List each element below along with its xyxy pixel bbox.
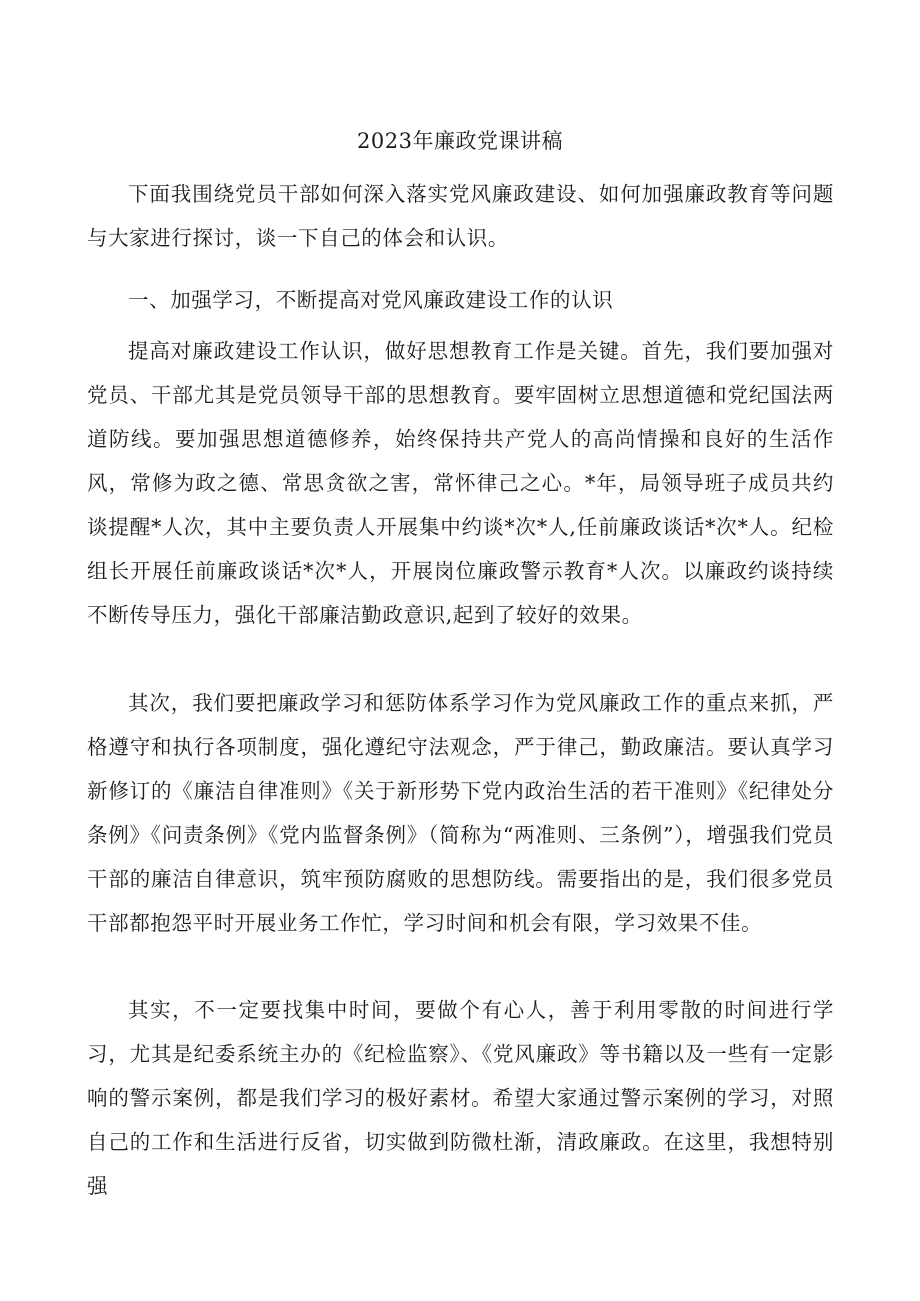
paragraph-study: 其次，我们要把廉政学习和惩防体系学习作为党风廉政工作的重点来抓，严格遵守和执行各项制度，强化遵纪守法观念，严于律己，勤政廉洁。要认真学习新修订的《廉洁自律准则》《关于新形势下党内政治生活的若干准则》《纪律处分条例》《问责条例》《党内监督条例》（简称为“两准则、三条例”），增强我们党员干部的廉洁自律意识，筑牢预防腐败的思想防线。需要指出的是，我们很多党员干部都抱怨平时开展业务工作忙，学习时间和机会有限，学习效果不佳。 [87, 691, 834, 935]
paragraph-materials: 其实，不一定要找集中时间，要做个有心人，善于利用零散的时间进行学习，尤其是纪委系统主办的《纪检监察》、《党风廉政》等书籍以及一些有一定影响的警示案例，都是我们学习的极好素材。希望大家通过警示案例的学习，对照自己的工作和生活进行反省，切实做到防微杜渐，清政廉政。在这里，我想特别强 [87, 998, 834, 1198]
section-heading-1: 一、加强学习，不断提高对党风廉政建设工作的认识 [128, 288, 614, 312]
paragraph-education: 提高对廉政建设工作认识，做好思想教育工作是关键。首先，我们要加强对党员、干部尤其是党员领导干部的思想教育。要牢固树立思想道德和党纪国法两道防线。要加强思想道德修养，始终保持共产党人的高尚情操和良好的生活作风，常修为政之德、常思贪欲之害，常怀律己之心。*年，局领导班子成员共约谈提醒*人次，其中主要负责人开展集中约谈*次*人,任前廉政谈话*次*人。纪检组长开展任前廉政谈话*次*人，开展岗位廉政警示教育*人次。以廉政约谈持续不断传导压力，强化干部廉洁勤政意识,起到了较好的效果。 [87, 339, 834, 627]
paragraph-intro: 下面我围绕党员干部如何深入落实党风廉政建设、如何加强廉政教育等问题与大家进行探讨，谈一下自己的体会和认识。 [87, 182, 834, 250]
document-title: 2023年廉政党课讲稿 [357, 129, 563, 153]
